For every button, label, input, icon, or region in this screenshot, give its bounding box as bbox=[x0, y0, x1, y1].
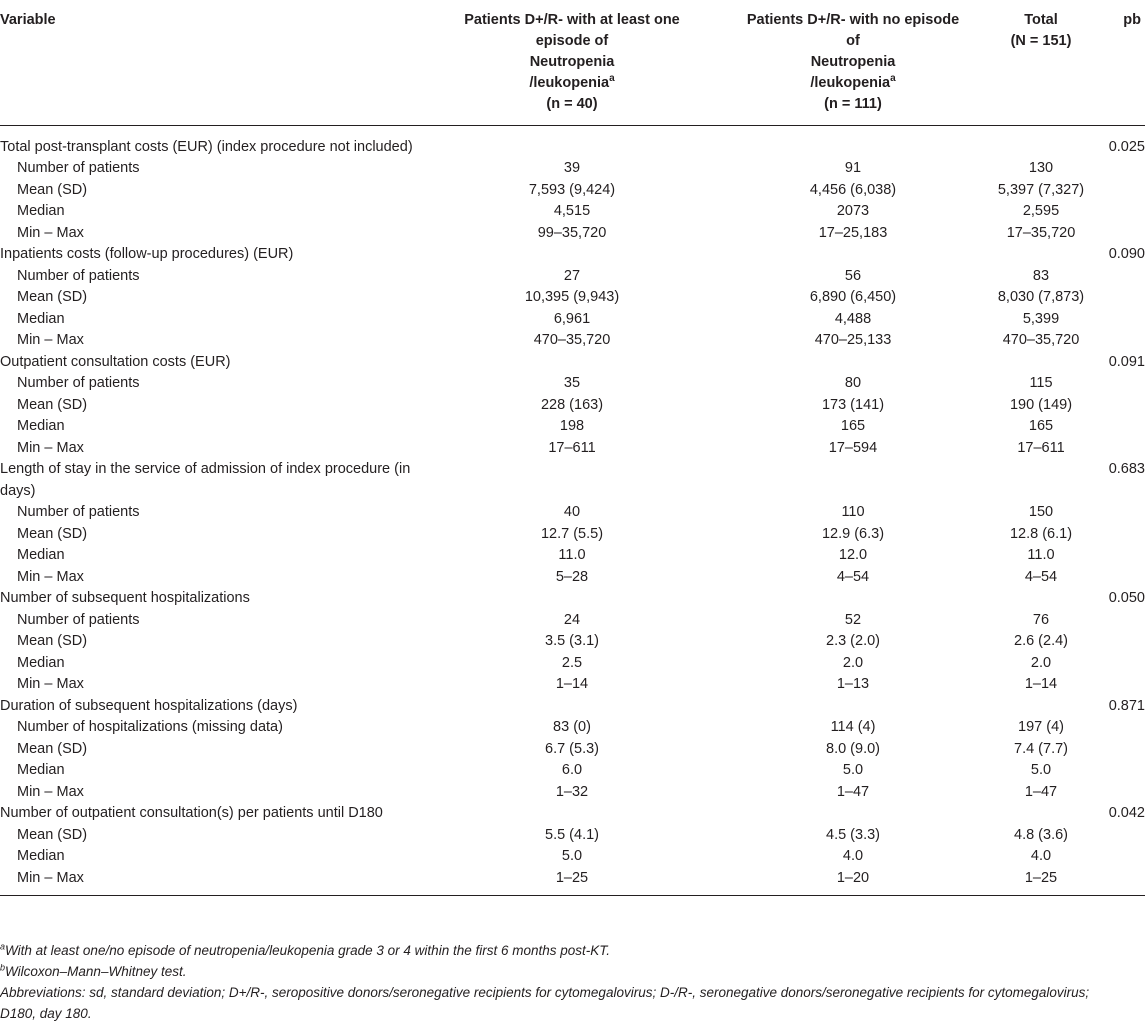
row-label: Median bbox=[17, 547, 65, 563]
value-with-episode: 6,961 bbox=[553, 310, 591, 327]
table-footnotes bbox=[0, 940, 1145, 1024]
row-label: Mean (SD) bbox=[17, 525, 88, 542]
value-with-episode: 24 bbox=[563, 611, 581, 628]
value-with-episode: 2.5 bbox=[561, 654, 583, 671]
empty-cell bbox=[717, 803, 989, 825]
empty-cell bbox=[1093, 416, 1145, 438]
header-total: Total (N = 151) bbox=[989, 0, 1093, 125]
section-title: Outpatient consultation costs (EUR) bbox=[0, 353, 231, 370]
table-row bbox=[0, 868, 1145, 896]
empty-cell bbox=[1093, 739, 1145, 761]
value-total: 8,030 (7,873) bbox=[997, 289, 1085, 305]
value-with-episode: 40 bbox=[563, 504, 581, 520]
p-value: 0.683 bbox=[1108, 461, 1145, 477]
value-no-episode: 4,456 (6,038) bbox=[809, 181, 897, 198]
header-variable: Variable bbox=[0, 0, 427, 125]
value-total: 76 bbox=[1032, 611, 1050, 628]
row-label: Min – Max bbox=[17, 676, 84, 692]
header-no-episode: Patients D+/R- with no episode of Neutropenia /leukopenia$^a$ (n = 111) bbox=[717, 0, 989, 125]
value-with-episode: 12.7 (5.5) bbox=[540, 525, 604, 542]
row-label: Number of hospitalizations (missing data) bbox=[17, 719, 283, 735]
row-label: Min – Max bbox=[17, 568, 84, 585]
empty-cell bbox=[989, 244, 1093, 266]
row-label: Mean (SD) bbox=[17, 289, 88, 305]
section-row bbox=[0, 803, 1145, 825]
value-with-episode: 470–35,720 bbox=[533, 332, 611, 348]
value-total: 1–14 bbox=[1024, 676, 1058, 692]
table-row bbox=[0, 846, 1145, 868]
row-label: Number of patients bbox=[17, 375, 140, 391]
table-row bbox=[0, 309, 1145, 331]
value-with-episode: 10,395 (9,943) bbox=[524, 289, 620, 305]
header-with-episode: Patients D+/R- with at least one episode of Neutropenia /leukopenia$^a$ (n = 40) bbox=[427, 0, 717, 125]
section-row bbox=[0, 459, 1145, 502]
empty-cell bbox=[717, 352, 989, 374]
value-with-episode: 1–25 bbox=[555, 869, 589, 886]
p-value: 0.042 bbox=[1108, 805, 1145, 821]
section-title: Number of outpatient consultation(s) per patients until D180 bbox=[0, 805, 383, 821]
empty-cell bbox=[1093, 287, 1145, 309]
section-title: Length of stay in the service of admission of index procedure (in days) bbox=[0, 461, 411, 499]
table-body bbox=[0, 125, 1145, 896]
p-value: 0.025 bbox=[1108, 138, 1145, 155]
value-no-episode: 4–54 bbox=[836, 568, 870, 585]
row-label: Median bbox=[17, 654, 65, 671]
empty-cell bbox=[1093, 201, 1145, 223]
value-total: 130 bbox=[1028, 160, 1054, 176]
empty-cell bbox=[717, 588, 989, 610]
value-no-episode: 1–47 bbox=[836, 783, 870, 800]
value-total: 5.0 bbox=[1030, 762, 1052, 778]
table-row bbox=[0, 395, 1145, 417]
row-label: Number of patients bbox=[17, 611, 140, 628]
value-total: 83 bbox=[1032, 267, 1050, 284]
value-with-episode: 83 (0) bbox=[553, 719, 591, 735]
row-label: Number of patients bbox=[17, 504, 140, 520]
table-row bbox=[0, 545, 1145, 567]
row-label: Mean (SD) bbox=[17, 396, 88, 413]
value-with-episode: 5.0 bbox=[561, 848, 583, 864]
empty-cell bbox=[1093, 158, 1145, 180]
table-row bbox=[0, 438, 1145, 460]
row-label: Mean (SD) bbox=[17, 633, 88, 649]
p-value: 0.871 bbox=[1108, 697, 1145, 714]
value-total: 1–47 bbox=[1024, 783, 1058, 800]
value-with-episode: 198 bbox=[559, 418, 585, 434]
value-total: 4.8 (3.6) bbox=[1014, 826, 1068, 843]
empty-cell bbox=[1093, 631, 1145, 653]
value-no-episode: 52 bbox=[844, 611, 862, 628]
table-row bbox=[0, 610, 1145, 632]
row-label: Median bbox=[17, 203, 65, 219]
value-total: 197 (4) bbox=[1018, 719, 1064, 735]
value-total: 190 (149) bbox=[1009, 396, 1073, 413]
row-label: Number of patients bbox=[17, 160, 140, 176]
value-total: 2.6 (2.4) bbox=[1014, 633, 1068, 649]
table-row bbox=[0, 287, 1145, 309]
empty-cell bbox=[1093, 373, 1145, 395]
value-no-episode: 8.0 (9.0) bbox=[826, 740, 880, 757]
empty-cell bbox=[1093, 223, 1145, 245]
table-row bbox=[0, 760, 1145, 782]
value-no-episode: 17–594 bbox=[828, 439, 878, 456]
value-no-episode: 4,488 bbox=[834, 310, 872, 327]
value-total: 115 bbox=[1029, 375, 1053, 391]
value-with-episode: 1–32 bbox=[555, 783, 589, 800]
value-total: 11.0 bbox=[1027, 547, 1055, 563]
value-no-episode: 114 (4) bbox=[830, 719, 876, 735]
empty-cell bbox=[1093, 610, 1145, 632]
empty-cell bbox=[427, 352, 717, 374]
empty-cell bbox=[989, 588, 1093, 610]
value-no-episode: 12.0 bbox=[838, 547, 868, 563]
table-row bbox=[0, 416, 1145, 438]
section-title: Duration of subsequent hospitalizations (days) bbox=[0, 697, 298, 714]
table-header bbox=[0, 0, 1145, 125]
table-row bbox=[0, 717, 1145, 739]
value-no-episode: 2.0 bbox=[842, 654, 864, 671]
empty-cell bbox=[1093, 782, 1145, 804]
row-label: Mean (SD) bbox=[17, 740, 88, 757]
empty-cell bbox=[1093, 846, 1145, 868]
empty-cell bbox=[1093, 825, 1145, 847]
p-value: 0.050 bbox=[1108, 590, 1145, 606]
table-row bbox=[0, 524, 1145, 546]
empty-cell bbox=[1093, 567, 1145, 589]
empty-cell bbox=[1093, 717, 1145, 739]
value-total: 165 bbox=[1028, 418, 1054, 434]
value-total: 12.8 (6.1) bbox=[1009, 525, 1073, 542]
section-title: Number of subsequent hospitalizations bbox=[0, 590, 250, 606]
row-label: Min – Max bbox=[17, 332, 84, 348]
table-row bbox=[0, 180, 1145, 202]
value-total: 2,595 bbox=[1022, 203, 1060, 219]
value-no-episode: 2073 bbox=[836, 203, 870, 219]
table-row bbox=[0, 158, 1145, 180]
table-row bbox=[0, 266, 1145, 288]
table-row bbox=[0, 782, 1145, 804]
value-no-episode: 56 bbox=[844, 267, 862, 284]
empty-cell bbox=[1093, 502, 1145, 524]
table-row bbox=[0, 567, 1145, 589]
table-row bbox=[0, 653, 1145, 675]
section-title: Total post-transplant costs (EUR) (index procedure not included) bbox=[0, 138, 413, 155]
value-total: 17–611 bbox=[1017, 439, 1065, 456]
value-no-episode: 173 (141) bbox=[821, 396, 885, 413]
value-with-episode: 3.5 (3.1) bbox=[545, 633, 599, 649]
empty-cell bbox=[717, 125, 989, 158]
empty-cell bbox=[989, 696, 1093, 718]
value-total: 5,397 (7,327) bbox=[997, 181, 1085, 198]
empty-cell bbox=[989, 125, 1093, 158]
value-with-episode: 7,593 (9,424) bbox=[528, 181, 616, 198]
value-with-episode: 17–611 bbox=[548, 439, 596, 456]
p-value: 0.091 bbox=[1108, 353, 1145, 370]
value-with-episode: 27 bbox=[563, 267, 581, 284]
table-row bbox=[0, 825, 1145, 847]
value-no-episode: 91 bbox=[844, 160, 862, 176]
value-no-episode: 4.0 bbox=[842, 848, 864, 864]
empty-cell bbox=[1093, 438, 1145, 460]
value-with-episode: 6.7 (5.3) bbox=[545, 740, 599, 757]
value-no-episode: 1–13 bbox=[836, 676, 870, 692]
empty-cell bbox=[427, 244, 717, 266]
empty-cell bbox=[1093, 330, 1145, 352]
table-row bbox=[0, 739, 1145, 761]
empty-cell bbox=[989, 459, 1093, 502]
table-row bbox=[0, 373, 1145, 395]
empty-cell bbox=[1093, 180, 1145, 202]
row-label: Min – Max bbox=[17, 224, 84, 241]
table-row bbox=[0, 330, 1145, 352]
value-no-episode: 4.5 (3.3) bbox=[826, 826, 880, 843]
empty-cell bbox=[717, 696, 989, 718]
empty-cell bbox=[717, 244, 989, 266]
row-label: Number of patients bbox=[17, 267, 140, 284]
section-row bbox=[0, 696, 1145, 718]
empty-cell bbox=[427, 803, 717, 825]
value-no-episode: 5.0 bbox=[842, 762, 864, 778]
row-label: Mean (SD) bbox=[17, 181, 88, 198]
value-no-episode: 2.3 (2.0) bbox=[826, 633, 880, 649]
value-with-episode: 6.0 bbox=[561, 762, 583, 778]
value-total: 4–54 bbox=[1024, 568, 1058, 585]
value-no-episode: 110 bbox=[841, 504, 865, 520]
table-row bbox=[0, 674, 1145, 696]
row-label: Min – Max bbox=[17, 783, 84, 800]
row-label: Min – Max bbox=[17, 439, 84, 456]
row-label: Mean (SD) bbox=[17, 826, 88, 843]
table-row bbox=[0, 223, 1145, 245]
value-with-episode: 11.0 bbox=[558, 547, 586, 563]
footnote-b: $^b$Wilcoxon–Mann–Whitney test. bbox=[0, 962, 187, 979]
empty-cell bbox=[717, 459, 989, 502]
row-label: Median bbox=[17, 848, 65, 864]
header-pb: pb bbox=[1093, 0, 1145, 125]
empty-cell bbox=[427, 125, 717, 158]
section-row bbox=[0, 125, 1145, 158]
table-row bbox=[0, 502, 1145, 524]
empty-cell bbox=[989, 352, 1093, 374]
empty-cell bbox=[1093, 545, 1145, 567]
value-with-episode: 1–14 bbox=[555, 676, 589, 692]
value-no-episode: 80 bbox=[844, 375, 862, 391]
empty-cell bbox=[427, 459, 717, 502]
table-row bbox=[0, 201, 1145, 223]
value-total: 1–25 bbox=[1024, 869, 1058, 886]
value-with-episode: 5.5 (4.1) bbox=[545, 826, 599, 843]
value-with-episode: 4,515 bbox=[553, 203, 591, 219]
value-total: 4.0 bbox=[1030, 848, 1052, 864]
empty-cell bbox=[1093, 674, 1145, 696]
p-value: 0.090 bbox=[1108, 246, 1145, 262]
section-row bbox=[0, 244, 1145, 266]
value-no-episode: 165 bbox=[840, 418, 866, 434]
value-total: 17–35,720 bbox=[1006, 224, 1076, 241]
value-no-episode: 12.9 (6.3) bbox=[821, 525, 885, 542]
value-with-episode: 5–28 bbox=[555, 568, 589, 585]
value-with-episode: 99–35,720 bbox=[537, 224, 607, 241]
value-with-episode: 39 bbox=[563, 160, 581, 176]
empty-cell bbox=[1093, 760, 1145, 782]
empty-cell bbox=[1093, 266, 1145, 288]
section-title: Inpatients costs (follow-up procedures) (EUR) bbox=[0, 246, 294, 262]
empty-cell bbox=[1093, 653, 1145, 675]
value-no-episode: 6,890 (6,450) bbox=[809, 289, 897, 305]
footnote-abbreviations: Abbreviations: sd, standard deviation; D+/R-, seropositive donors/seronegative recipients for cytomegalovirus; D-/R-, seronegative donors/seronegative recipients for cytomegalovirus; D180, day 180. bbox=[0, 985, 1090, 1021]
empty-cell bbox=[1093, 524, 1145, 546]
value-no-episode: 470–25,133 bbox=[814, 332, 892, 348]
row-label: Median bbox=[17, 762, 65, 778]
footnote-a: $^a$With at least one/no episode of neutropenia/leukopenia grade 3 or 4 within the first 6 months post-KT. bbox=[0, 941, 611, 958]
section-row bbox=[0, 352, 1145, 374]
empty-cell bbox=[989, 803, 1093, 825]
empty-cell bbox=[1093, 309, 1145, 331]
empty-cell bbox=[427, 588, 717, 610]
section-row bbox=[0, 588, 1145, 610]
value-total: 7.4 (7.7) bbox=[1014, 740, 1068, 757]
value-total: 5,399 bbox=[1022, 310, 1060, 327]
value-total: 150 bbox=[1028, 504, 1054, 520]
empty-cell bbox=[1093, 395, 1145, 417]
value-with-episode: 228 (163) bbox=[540, 396, 604, 413]
value-no-episode: 17–25,183 bbox=[818, 224, 888, 241]
value-with-episode: 35 bbox=[563, 375, 581, 391]
table-row bbox=[0, 631, 1145, 653]
row-label: Median bbox=[17, 418, 65, 434]
row-label: Median bbox=[17, 310, 65, 327]
row-label: Min – Max bbox=[17, 869, 84, 886]
value-no-episode: 1–20 bbox=[836, 869, 870, 886]
value-total: 2.0 bbox=[1030, 654, 1052, 671]
value-total: 470–35,720 bbox=[1002, 332, 1080, 348]
empty-cell bbox=[1093, 868, 1145, 896]
empty-cell bbox=[427, 696, 717, 718]
